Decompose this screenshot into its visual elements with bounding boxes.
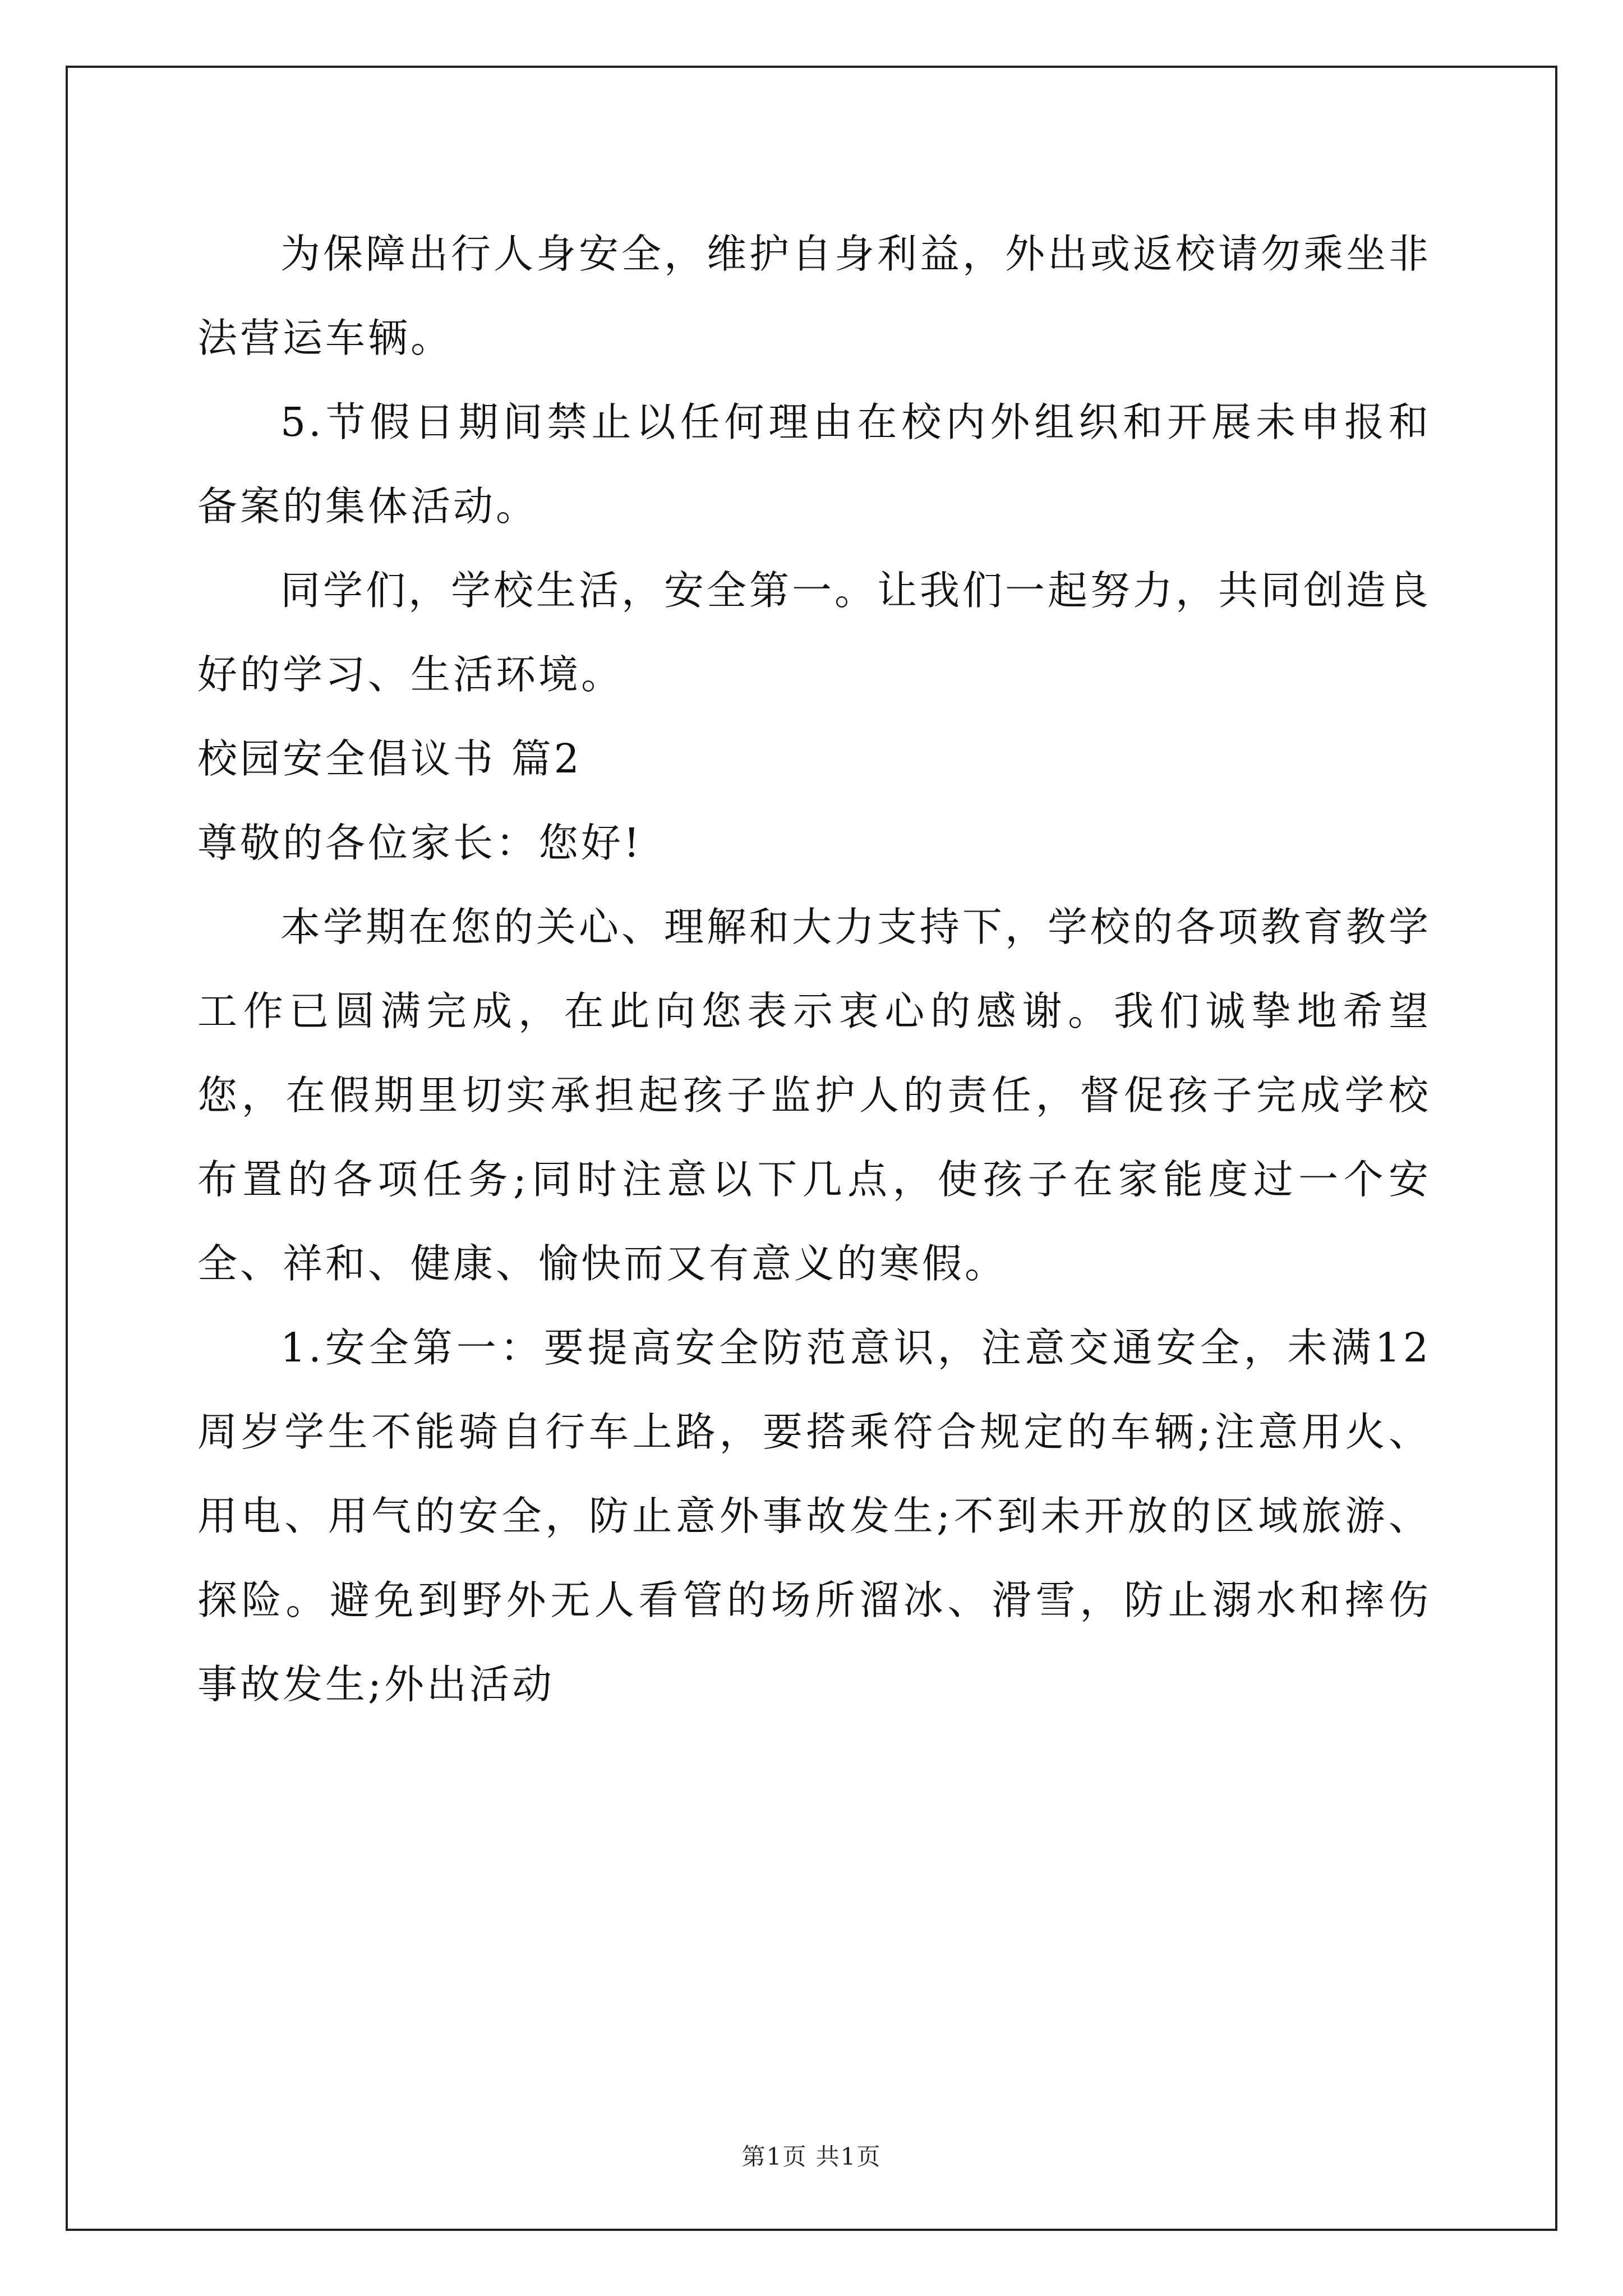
paragraph-travel-safety: 为保障出行人身安全，维护自身利益，外出或返校请勿乘坐非法营运车辆。 — [197, 231, 1432, 361]
document-body — [197, 212, 1431, 1727]
salutation: 尊敬的各位家长：您好! — [197, 820, 643, 866]
paragraph-holiday-activities: 5.节假日期间禁止以任何理由在校内外组织和开展未申报和备案的集体活动。 — [197, 399, 1431, 530]
section-heading: 校园安全倡议书 篇2 — [197, 735, 582, 782]
paragraph-introduction: 本学期在您的关心、理解和大力支持下，学校的各项教育教学工作已圆满完成，在此向您表示衷心的感谢。我们诚挚地希望您，在假期里切实承担起孩子监护人的责任，督促孩子完成学校布置的各项任务;同时注意以下几点，使孩子在家能度过一个安全、祥和、健康、愉快而又有意义的寒假。 — [197, 904, 1432, 1287]
paragraph-safety-first: 1.安全第一：要提高安全防范意识，注意交通安全，未满12周岁学生不能骑自行车上路，要搭乘符合规定的车辆;注意用火、用电、用气的安全，防止意外事故发生;不到未开放的区域旅游、探险。避免到野外无人看管的场所溜冰、滑雪，防止溺水和摔伤事故发生;外出活动 — [197, 1324, 1431, 1708]
page-footer: 第1页 共1页 — [741, 2143, 882, 2170]
paragraph-closing-appeal: 同学们，学校生活，安全第一。让我们一起努力，共同创造良好的学习、生活环境。 — [197, 567, 1432, 698]
